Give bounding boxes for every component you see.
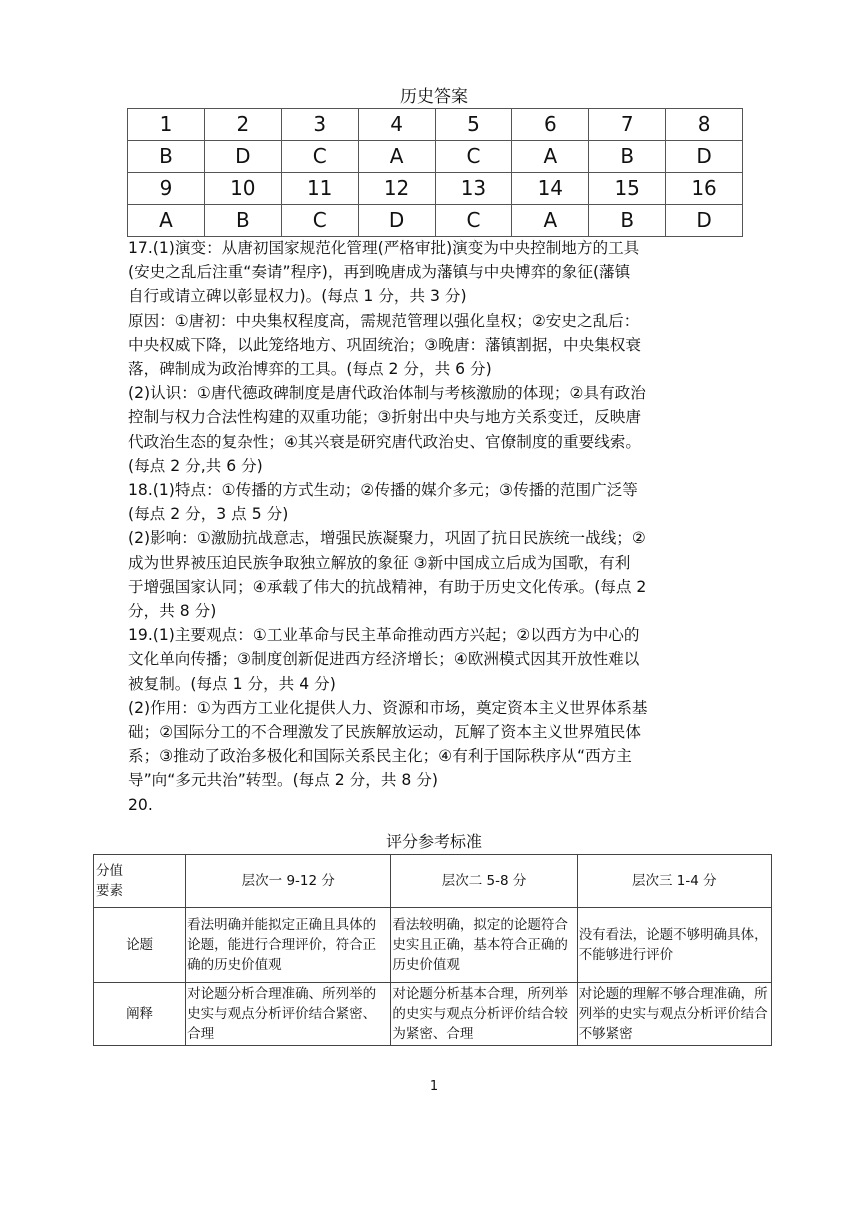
text-line: (安史之乱后注重“奏请”程序)，再到晚唐成为藩镇与中央博弈的象征(藩镇 [128, 263, 631, 282]
text-line: 成为世界被压迫民族争取独立解放的象征 ③新中国成立后成为国歌，有利 [128, 553, 631, 572]
text-line: 分，共 8 分) [128, 602, 217, 621]
rubric-cell: 看法较明确，拟定的论题符合史实且正确，基本符合正确的历史价值观 [391, 908, 577, 983]
question-number-cell: 11 [281, 173, 358, 205]
text-line: 系；③推动了政治多极化和国际关系民主化；④有利于国际秩序从“西方主 [128, 747, 632, 766]
question-number-cell: 2 [204, 109, 281, 141]
answer-cell: B [589, 141, 666, 173]
text-line: 控制与权力合法性构建的双重功能；③折射出中央与地方关系变迁，反映唐 [128, 408, 641, 427]
text-line: (2)作用：①为西方工业化提供人力、资源和市场，奠定资本主义世界体系基 [128, 698, 648, 717]
answer-cell: D [204, 141, 281, 173]
rubric-row-label: 阐释 [94, 983, 186, 1046]
question-number-cell: 9 [128, 173, 205, 205]
answer-table-row [128, 173, 743, 205]
answer-cell: C [281, 205, 358, 237]
rubric-table [93, 854, 772, 1046]
question-number-cell: 4 [358, 109, 435, 141]
level-header: 层次一 9-12 分 [186, 855, 391, 908]
level-header: 层次三 1-4 分 [577, 855, 771, 908]
question-number-cell: 6 [512, 109, 589, 141]
answer-cell: D [666, 205, 743, 237]
rubric-corner-cell [94, 855, 186, 908]
answer-table-row [128, 205, 743, 237]
text-line: 文化单向传播；③制度创新促进西方经济增长；④欧洲模式因其开放性难以 [128, 650, 640, 669]
text-line: 导”向“多元共治”转型。(每点 2 分，共 8 分) [128, 771, 438, 790]
rubric-row [94, 908, 772, 983]
question-number-cell: 7 [589, 109, 666, 141]
text-line: (2)认识：①唐代德政碑制度是唐代政治体制与考核激励的体现；②具有政治 [128, 384, 646, 403]
question-number-cell: 5 [435, 109, 512, 141]
text-line: 原因：①唐初：中央集权程度高，需规范管理以强化皇权；②安史之乱后： [128, 311, 640, 330]
rubric-row-label: 论题 [94, 908, 186, 983]
page-number: 1 [429, 1079, 439, 1094]
question-number-cell: 14 [512, 173, 589, 205]
text-line: 代政治生态的复杂性；④其兴衰是研究唐代政治史、官僚制度的重要线索。 [128, 432, 641, 451]
answer-cell: D [358, 205, 435, 237]
answer-cell: A [128, 205, 205, 237]
text-line: 20. [128, 795, 153, 814]
corner-label-element: 要素 [96, 883, 123, 899]
rubric-cell: 对论题分析基本合理，所列举的史实与观点分析评价结合较为紧密、合理 [391, 983, 577, 1046]
rubric-row [94, 983, 772, 1046]
rubric-title: 评分参考标准 [385, 832, 482, 851]
text-line: 自行或请立碑以彰显权力)。(每点 1 分，共 3 分) [128, 287, 467, 306]
answer-table-row [128, 109, 743, 141]
answer-cell: C [281, 141, 358, 173]
answer-cell: D [666, 141, 743, 173]
answer-cell: B [589, 205, 666, 237]
question-number-cell: 13 [435, 173, 512, 205]
text-line: (2)影响：①激励抗战意志，增强民族凝聚力，巩固了抗日民族统一战线；② [128, 529, 646, 548]
text-line: 于增强国家认同；④承载了伟大的抗战精神，有助于历史文化传承。(每点 2 [128, 577, 647, 596]
text-line: 17.(1)演变：从唐初国家规范化管理(严格审批)演变为中央控制地方的工具 [128, 239, 640, 257]
rubric-cell: 看法明确并能拟定正确且具体的论题，能进行合理评价，符合正确的历史价值观 [186, 908, 391, 983]
answer-cell: B [128, 141, 205, 173]
text-line: 19.(1)主要观点：①工业革命与民主革命推动西方兴起；②以西方为中心的 [128, 626, 640, 645]
answer-cell: B [204, 205, 281, 237]
question-number-cell: 12 [358, 173, 435, 205]
text-line: (每点 2 分，3 点 5 分) [128, 505, 289, 524]
question-number-cell: 1 [128, 109, 205, 141]
answer-table-row [128, 141, 743, 173]
rubric-header-row [94, 855, 772, 908]
answer-cell: A [358, 141, 435, 173]
text-line: 中央权威下降，以此笼络地方、巩固统治；③晚唐：藩镇割据，中央集权衰 [128, 335, 641, 354]
answer-cell: A [512, 141, 589, 173]
answer-cell: C [435, 205, 512, 237]
page-title: 历史答案 [400, 87, 468, 107]
question-number-cell: 15 [589, 173, 666, 205]
rubric-cell: 没有看法，论题不够明确具体，不能够进行评价 [577, 908, 771, 983]
text-line: 18.(1)特点：①传播的方式生动；②传播的媒介多元；③传播的范围广泛等 [128, 481, 638, 500]
question-number-cell: 8 [666, 109, 743, 141]
question-number-cell: 16 [666, 173, 743, 205]
level-header: 层次二 5-8 分 [391, 855, 577, 908]
text-line: 础；②国际分工的不合理激发了民族解放运动，瓦解了资本主义世界殖民体 [128, 723, 641, 742]
corner-label-score: 分值 [96, 863, 123, 879]
text-line: (每点 2 分,共 6 分) [128, 456, 263, 475]
text-line: 被复制。(每点 1 分，共 4 分) [128, 674, 336, 693]
question-number-cell: 3 [281, 109, 358, 141]
question-number-cell: 10 [204, 173, 281, 205]
answer-cell: C [435, 141, 512, 173]
answer-explanations [128, 236, 744, 817]
answer-table [127, 108, 743, 237]
answer-cell: A [512, 205, 589, 237]
rubric-cell: 对论题的理解不够合理准确，所列举的史实与观点分析评价结合不够紧密 [577, 983, 771, 1046]
rubric-cell: 对论题分析合理准确、所列举的史实与观点分析评价结合紧密、合理 [186, 983, 391, 1046]
text-line: 落，碑制成为政治博弈的工具。(每点 2 分，共 6 分) [128, 360, 492, 379]
